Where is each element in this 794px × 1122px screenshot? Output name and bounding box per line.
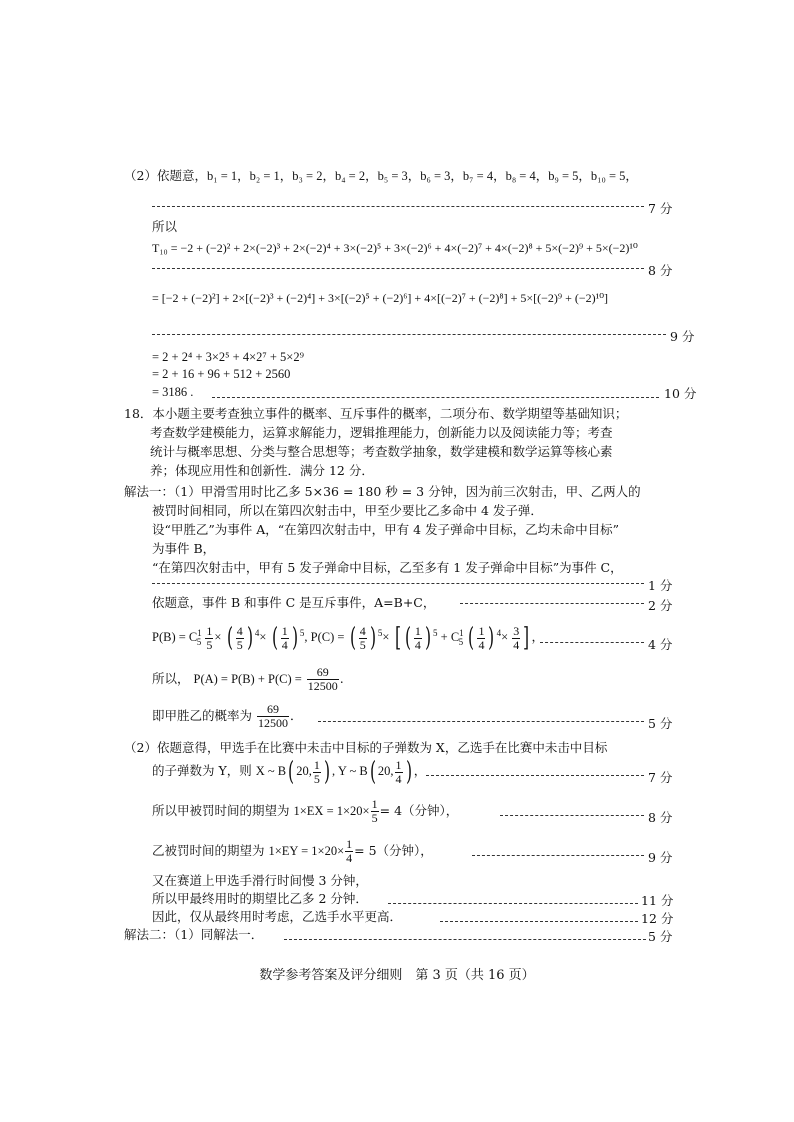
bracket: ] [523,623,530,654]
p2-prefix: 的子弹数为 Y，则 [152,763,252,778]
paren: ) [369,623,376,654]
part2-intro [124,168,638,184]
paren: ) [291,623,298,654]
score-5a: 5 分 [648,716,673,731]
frac-4-5 [359,625,367,652]
frac-1-4 [281,625,289,652]
den: 5 [313,771,320,786]
score-9b: 9 分 [648,850,673,865]
score-leader [472,855,644,856]
page-footer: 数学参考答案及评分细则 第 3 页（共 16 页） [259,968,535,983]
exp-b-end: = 5（分钟）， [354,843,433,858]
pc-label: P(C) = [310,630,345,645]
num: 1 [313,757,320,772]
exp-b-expression: 1×EY = 1×20× [268,844,345,858]
part2-line-2 [152,756,426,787]
paren: ( [404,623,411,654]
frac-1-5 [205,625,213,652]
score-7b: 7 分 [648,770,673,785]
frac-3-4 [512,625,520,652]
score-leader [318,721,644,722]
exp-a-prefix: 所以甲被罚时间的期望为 [152,803,290,818]
score-leader [540,642,644,643]
b-values: b₁ = 1，b₂ = 1，b₃ = 2，b₄ = 2，b₅ = 3，b₆ = 3，b₇ = 4，b₈ = 4，b₉ = 5，b₁₀ = 5， [206,169,638,183]
paren: ) [323,757,331,788]
paren: ) [488,623,495,654]
win-prefix: 即甲胜乙的概率为 [152,708,253,723]
den: 4 [513,637,520,652]
expectation-b-line [152,836,433,866]
step-3: = 3186 . [152,385,194,399]
pa-prefix: 所以， [152,671,190,686]
paren: ) [424,623,431,654]
den: 12500 [258,716,288,730]
final-expectation: 所以甲最终用时的期望比乙多 2 分钟． [152,891,368,906]
den: 4 [395,771,402,786]
pa-expression: P(A) = P(B) + P(C) = [193,672,302,686]
q18-line-2: 考查数学建模能力，运算求解能力，逻辑推理能力，创新能力以及阅读能力等；考查 [150,425,613,440]
grouped-expression: = [−2 + (−2)²] + 2×[(−2)³ + (−2)⁴] + 3×[(−2)⁵ + (−2)⁶] + 4×[(−2)⁷ + (−2)⁸] + 5×[(−2)⁹ + (−2)¹⁰] [152,291,609,305]
frac-1-4 [414,625,422,652]
score-2: 2 分 [648,598,673,613]
paren: ) [405,757,412,788]
frac-1-4 [477,625,485,652]
den: 5 [359,637,366,652]
q18-line-1: 18．本小题主要考查独立事件的概率、互斥事件的概率，二项分布、数学期望等基础知识； [124,406,628,421]
expectation-a-line [152,796,458,826]
pb-label: $P(B) = C^1_5$ [152,628,202,647]
frac-69-12500 [257,703,289,730]
paren: ( [468,623,475,654]
num: 69 [307,666,339,680]
score-1: 1 分 [648,578,673,593]
score-11: 11 分 [641,893,674,908]
num: 3 [513,623,520,638]
q18-line-4: 养；体现应用性和创新性．满分 12 分． [150,463,374,478]
x-distribution: X ~ B( 20, $\frac{1}{5}$ ) , Y ~ B( 20, $\frac{1}{4}$ ) ， [255,757,427,788]
paren: ( [369,757,376,788]
score-4: 4 分 [648,637,673,652]
score-8b: 8 分 [648,810,673,825]
num: 1 [281,623,288,638]
den: 4 [281,637,288,652]
solution-2: 解法二：（1）同解法一． [124,927,264,942]
pa-line: 所以， P(A) = P(B) + P(C) = $\frac{69}{12500}$ . [152,665,344,693]
den: 5 [206,637,213,652]
sol1-line-4: 为事件 B， [152,541,216,556]
score-leader [152,206,644,207]
score-leader [152,268,644,269]
frac-1-5 [371,798,379,825]
paren: ( [349,623,356,654]
win-probability-line: 即甲胜乙的概率为 $\frac{69}{12500}$ ． [152,702,303,730]
sol1-line-5: “在第四次射击中，甲有 5 发子弹命中目标，乙至多有 1 发子弹命中目标”为事件 C， [152,560,623,575]
num: 69 [257,703,289,717]
paren: ( [271,623,278,654]
exp-a-end: = 4（分钟）， [379,803,459,818]
score-leader [152,583,644,584]
num: 1 [371,797,378,811]
score-5b: 5 分 [648,929,673,944]
num: 1 [414,623,421,638]
score-leader [500,815,644,816]
den: 4 [478,637,485,652]
frac-69-12500 [307,666,339,693]
score-leader [284,939,646,940]
num: 1 [395,757,402,772]
step-2: = 2 + 16 + 96 + 512 + 2560 [152,367,291,381]
score-8a: 8 分 [648,263,673,278]
score-leader [460,603,644,604]
exp-a-expression: 1×EX = 1×20× [293,804,370,818]
score-10: 10 分 [664,386,697,401]
score-7a: 7 分 [648,201,673,216]
den: 12500 [307,679,338,693]
num: 4 [236,623,243,638]
mutual-exclusive: 依题意，事件 B 和事件 C 是互斥事件，A=B+C， [152,595,436,610]
score-leader [440,921,638,922]
num: 4 [359,623,366,638]
suoyi-1: 所以 [152,219,178,234]
score-leader [426,775,644,776]
paren: ) [246,623,253,654]
score-9a: 9 分 [670,329,695,344]
score-leader [152,334,666,335]
frac-1-4 [395,759,403,786]
step-1: = 2 + 2⁴ + 3×2⁵ + 4×2⁷ + 5×2⁹ [152,350,304,364]
den: 4 [346,851,353,865]
part2-line-1: （2）依题意得，甲选手在比赛中未击中目标的子弹数为 X，乙选手在比赛中未击中目标 [124,740,608,755]
score-12: 12 分 [641,911,674,926]
frac-1-5 [313,759,321,786]
paren: ( [226,623,233,654]
q18-line-3: 统计与概率思想、分类与整合思想等；考查数学抽象，数学建模和数学运算等核心素 [150,444,613,459]
frac-1-4 [345,838,353,865]
paren: ( [288,757,295,788]
exp-b-prefix: 乙被罚时间的期望为 [152,843,265,858]
slower-skiing: 又在赛道上甲选手滑行时间慢 3 分钟， [152,873,368,888]
pb-pc-formula: $P(B) = C^1_5$ $\frac{1}{5}$ × ( $\frac{4}{5}$ ) $^4$× ( $\frac{1}{4}$ ) $^5$, P(C) = ( $\frac{4}{5}$ ) $^5$× [ ( $\frac{1}{4}$ ) $^5 + C^1_5$ ( $\frac{1}{4}$ ) $^4$× $\frac{3}{4}$ ] ， [152,623,544,654]
sol1-line-2: 被罚时间相同，所以在第四次射击中，甲至少要比乙多命中 4 发子弹． [152,503,543,518]
sol1-line-3: 设“甲胜乙”为事件 A，“在第四次射击中，甲有 4 发子弹命中目标，乙均未命中目标” [152,522,619,537]
score-leader [388,903,638,904]
bracket: [ [394,623,401,654]
den: 5 [236,637,243,652]
den: 4 [414,637,421,652]
part2-label: （2）依题意， [124,168,207,183]
sol1-line-1: 解法一：（1）甲滑雪用时比乙多 5×36 = 180 秒 = 3 分钟，因为前三次射击，甲、乙两人的 [124,484,641,499]
frac-4-5 [236,625,244,652]
den: 5 [371,811,378,825]
score-leader [212,397,659,398]
num: 1 [206,623,213,638]
conclusion: 因此，仅从最终用时考虑，乙选手水平更高． [152,909,403,924]
num: 1 [478,623,485,638]
num: 1 [346,837,353,851]
t10-expression: T₁₀ = −2 + (−2)² + 2×(−2)³ + 2×(−2)⁴ + 3×(−2)⁵ + 3×(−2)⁶ + 4×(−2)⁷ + 4×(−2)⁸ + 5×(−2)⁹ + 5×(−2)¹⁰ [152,241,638,255]
